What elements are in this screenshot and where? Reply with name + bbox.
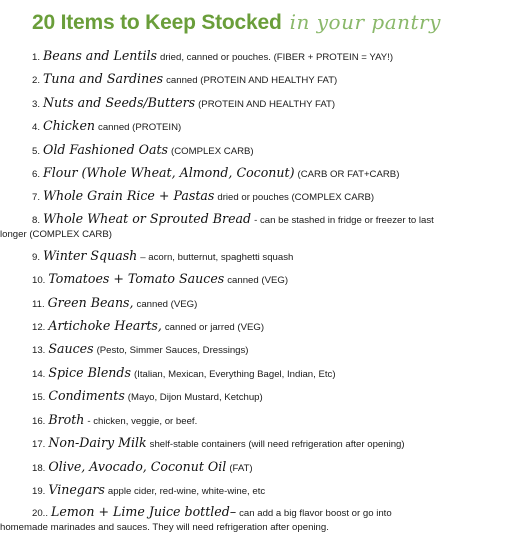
item-number: 15. bbox=[32, 392, 46, 404]
item-description: - can be stashed in fridge or freezer to last bbox=[254, 214, 434, 226]
item-name: Winter Squash bbox=[43, 247, 138, 263]
item-number: 7. bbox=[32, 192, 41, 204]
item-number: 4. bbox=[32, 122, 41, 134]
list-item bbox=[32, 162, 498, 185]
list-item bbox=[0, 504, 498, 535]
item-number: 19. bbox=[32, 485, 46, 497]
item-number: 6. bbox=[32, 169, 41, 181]
item-description-continued: longer (COMPLEX CARB) bbox=[0, 228, 112, 240]
item-description-continued: homemade marinades and sauces. They will need refrigeration after opening. bbox=[0, 522, 329, 534]
item-description: (COMPLEX CARB) bbox=[171, 145, 254, 157]
item-description: (Italian, Mexican, Everything Bagel, Indian, Etc) bbox=[133, 368, 336, 380]
item-name: Chicken bbox=[43, 118, 96, 134]
item-description: apple cider, red-wine, white-wine, etc bbox=[107, 485, 266, 497]
list-item bbox=[32, 45, 498, 68]
item-number: 10. bbox=[32, 275, 46, 287]
item-description: canned or jarred (VEG) bbox=[164, 322, 265, 334]
page-title bbox=[32, 10, 498, 40]
list-item bbox=[32, 185, 498, 208]
list-item bbox=[32, 338, 498, 361]
item-name: Non-Dairy Milk bbox=[48, 435, 147, 451]
list-item bbox=[32, 432, 498, 455]
item-name: Condiments bbox=[48, 388, 125, 404]
item-number: 17. bbox=[32, 439, 46, 451]
item-name: Whole Grain Rice + Pastas bbox=[43, 188, 215, 204]
item-description: (Pesto, Simmer Sauces, Dressings) bbox=[96, 345, 249, 357]
item-number: 1. bbox=[32, 52, 41, 63]
item-name: Broth bbox=[48, 411, 85, 427]
item-description: – acorn, butternut, spaghetti squash bbox=[140, 251, 294, 263]
item-description: (CARB OR FAT+CARB) bbox=[297, 169, 400, 181]
list-item bbox=[32, 362, 498, 385]
item-description: dried or pouches (COMPLEX CARB) bbox=[217, 192, 375, 204]
list-item bbox=[32, 292, 498, 315]
item-name: Old Fashioned Oats bbox=[43, 141, 168, 157]
item-name: Lemon + Lime Juice bottled– bbox=[51, 504, 237, 520]
item-name: Beans and Lentils bbox=[43, 48, 157, 63]
list-item bbox=[32, 68, 498, 91]
item-name: Sauces bbox=[48, 341, 94, 357]
item-number: 14. bbox=[32, 368, 46, 380]
list-item bbox=[32, 268, 498, 291]
title-main: 20 Items to Keep Stocked bbox=[32, 11, 282, 34]
item-description: can add a big flavor boost or go into bbox=[239, 508, 392, 520]
list-item bbox=[32, 385, 498, 408]
item-name: Olive, Avocado, Coconut Oil bbox=[48, 458, 227, 474]
list-item bbox=[32, 115, 498, 138]
list-item bbox=[32, 315, 498, 338]
item-number: 12. bbox=[32, 322, 46, 334]
list-item bbox=[0, 210, 498, 242]
list-item bbox=[32, 245, 498, 268]
item-description: canned (PROTEIN) bbox=[98, 122, 182, 134]
item-number: 13. bbox=[32, 345, 46, 357]
item-number: 2. bbox=[32, 75, 41, 87]
item-description: (PROTEIN AND HEALTHY FAT) bbox=[198, 98, 336, 110]
item-description: - chicken, veggie, or beef. bbox=[87, 415, 198, 427]
item-number: 20.. bbox=[32, 508, 49, 520]
item-number: 9. bbox=[32, 251, 41, 263]
item-number: 5. bbox=[32, 145, 41, 157]
item-description: canned (VEG) bbox=[136, 298, 198, 310]
list-item bbox=[32, 409, 498, 432]
list-item bbox=[32, 139, 498, 162]
item-description: (FAT) bbox=[229, 462, 253, 474]
item-name: Tomatoes + Tomato Sauces bbox=[48, 271, 225, 287]
list-item bbox=[32, 479, 498, 502]
item-name: Nuts and Seeds/Butters bbox=[43, 94, 196, 110]
item-number: 3. bbox=[32, 98, 41, 110]
item-description: shelf-stable containers (will need refrigeration after opening) bbox=[149, 439, 405, 451]
item-number: 8. bbox=[32, 214, 41, 226]
item-name: Spice Blends bbox=[48, 364, 131, 380]
item-description: dried, canned or pouches. (FIBER + PROTEIN = YAY!) bbox=[160, 52, 394, 63]
item-description: (Mayo, Dijon Mustard, Ketchup) bbox=[127, 392, 263, 404]
item-name: Whole Wheat or Sprouted Bread bbox=[43, 210, 252, 226]
item-name: Artichoke Hearts, bbox=[48, 318, 162, 334]
item-name: Vinegars bbox=[48, 481, 105, 497]
item-description: canned (VEG) bbox=[227, 275, 289, 287]
item-name: Flour (Whole Wheat, Almond, Coconut) bbox=[43, 165, 295, 181]
list-item bbox=[32, 456, 498, 479]
pantry-item-list bbox=[0, 45, 498, 535]
list-item bbox=[32, 92, 498, 115]
item-number: 16. bbox=[32, 415, 46, 427]
item-number: 18. bbox=[32, 462, 46, 474]
item-name: Green Beans, bbox=[47, 294, 134, 310]
item-name: Tuna and Sardines bbox=[43, 71, 164, 87]
item-number: 11. bbox=[32, 298, 45, 310]
item-description: canned (PROTEIN AND HEALTHY FAT) bbox=[166, 75, 338, 87]
title-script: in your pantry bbox=[289, 10, 441, 34]
